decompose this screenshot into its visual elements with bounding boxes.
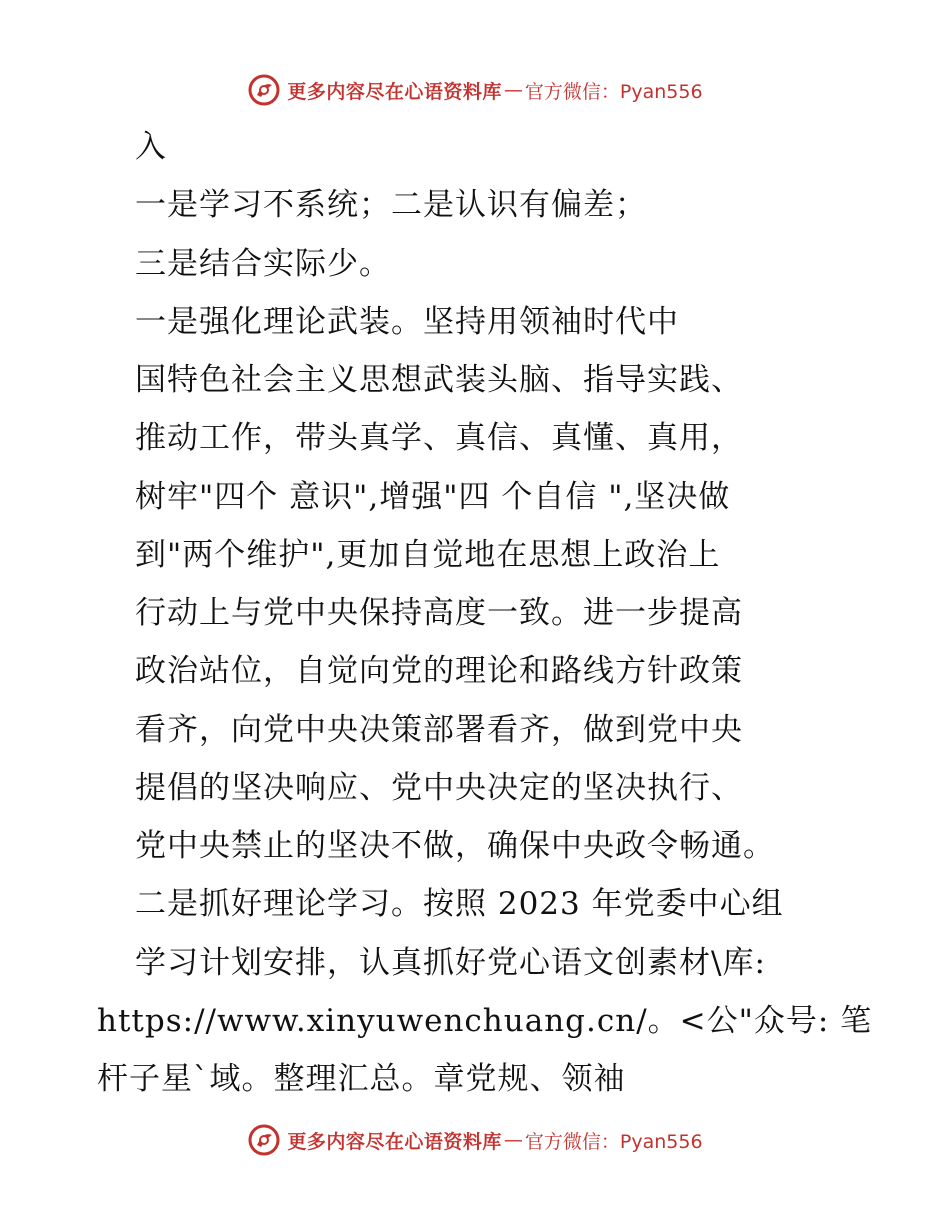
body-line: 一是学习不系统；二是认识有偏差； — [135, 187, 647, 223]
body-line: 国特色社会主义思想武装头脑、指导实践、 — [135, 362, 743, 398]
body-line: 到"两个维护",更加自觉地在思想上政治上 — [135, 537, 721, 573]
body-line: 入 — [135, 129, 167, 165]
body-line: 政治站位，自觉向党的理论和路线方针政策 — [135, 653, 743, 689]
header-wechat-text: 官方微信：Pyan556 — [524, 80, 703, 103]
body-line: https://www.xinyuwenchuang.cn/。<公"众号: 笔 — [97, 1003, 873, 1039]
body-line: 三是结合实际少。 — [135, 246, 391, 282]
body-line: 二是抓好理论学习。按照 2023 年党委中心组 — [135, 886, 784, 922]
body-line: 一是强化理论武装。坚持用领袖时代中 — [135, 304, 679, 340]
body-line: 看齐，向党中央决策部署看齐，做到党中央 — [135, 712, 743, 748]
footer-banner — [0, 1120, 950, 1160]
body-line: 党中央禁止的坚决不做，确保中央政令畅通。 — [135, 828, 775, 864]
body-line: 学习计划安排，认真抓好党心语文创素材\库: — [135, 945, 766, 981]
footer-separator: — — [503, 1129, 523, 1151]
header-banner — [0, 70, 950, 110]
footer-wechat-text: 官方微信：Pyan556 — [524, 1130, 703, 1153]
body-line: 推动工作，带头真学、真信、真懂、真用， — [135, 420, 743, 456]
footer-site-text: 更多内容尽在心语资料库 — [287, 1130, 502, 1153]
body-line: 提倡的坚决响应、党中央决定的坚决执行、 — [135, 770, 743, 806]
body-line: 树牢"四个 意识",增强"四 个自信 ",坚决做 — [135, 479, 731, 515]
brand-logo-icon — [247, 1123, 281, 1157]
body-line: 杆子星`域。整理汇总。章党规、领袖 — [97, 1061, 626, 1097]
header-separator: — — [503, 79, 523, 101]
brand-logo-icon — [247, 73, 281, 107]
header-site-text: 更多内容尽在心语资料库 — [287, 80, 502, 103]
body-line: 行动上与党中央保持高度一致。进一步提高 — [135, 595, 743, 631]
